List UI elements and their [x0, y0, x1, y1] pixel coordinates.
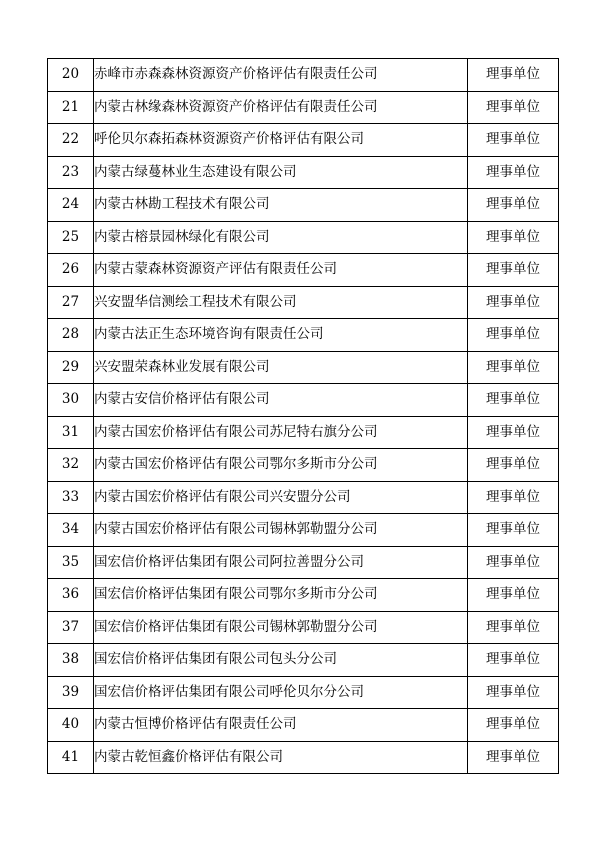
- table-row: [48, 91, 559, 124]
- company-name-cell: 内蒙古榕景园林绿化有限公司: [94, 221, 468, 254]
- table-row: [48, 351, 559, 384]
- company-name-cell: 内蒙古绿蔓林业生态建设有限公司: [94, 156, 468, 189]
- member-role-cell: 理事单位: [468, 611, 559, 644]
- row-number-cell: 23: [48, 156, 94, 189]
- member-role-cell: 理事单位: [468, 709, 559, 742]
- table-row: [48, 221, 559, 254]
- row-number-cell: 20: [48, 59, 94, 92]
- table-row: [48, 546, 559, 579]
- member-role-cell: 理事单位: [468, 221, 559, 254]
- table-row: [48, 124, 559, 157]
- row-number-cell: 40: [48, 709, 94, 742]
- table-row: [48, 514, 559, 547]
- row-number-cell: 34: [48, 514, 94, 547]
- row-number-cell: 32: [48, 449, 94, 482]
- member-role-cell: 理事单位: [468, 644, 559, 677]
- company-name-cell: 内蒙古林缘森林资源资产价格评估有限责任公司: [94, 91, 468, 124]
- company-name-cell: 国宏信价格评估集团有限公司阿拉善盟分公司: [94, 546, 468, 579]
- member-role-cell: 理事单位: [468, 286, 559, 319]
- member-table: [47, 58, 559, 774]
- row-number-cell: 31: [48, 416, 94, 449]
- row-number-cell: 26: [48, 254, 94, 287]
- member-role-cell: 理事单位: [468, 384, 559, 417]
- table-row: [48, 644, 559, 677]
- company-name-cell: 内蒙古国宏价格评估有限公司兴安盟分公司: [94, 481, 468, 514]
- company-name-cell: 呼伦贝尔森拓森林资源资产价格评估有限公司: [94, 124, 468, 157]
- company-name-cell: 赤峰市赤森森林资源资产价格评估有限责任公司: [94, 59, 468, 92]
- company-name-cell: 内蒙古恒博价格评估有限责任公司: [94, 709, 468, 742]
- company-name-cell: 内蒙古安信价格评估有限公司: [94, 384, 468, 417]
- member-role-cell: 理事单位: [468, 579, 559, 612]
- member-role-cell: 理事单位: [468, 416, 559, 449]
- row-number-cell: 39: [48, 676, 94, 709]
- company-name-cell: 国宏信价格评估集团有限公司鄂尔多斯市分公司: [94, 579, 468, 612]
- row-number-cell: 27: [48, 286, 94, 319]
- company-name-cell: 内蒙古法正生态环境咨询有限责任公司: [94, 319, 468, 352]
- table-row: [48, 611, 559, 644]
- table-row: [48, 319, 559, 352]
- company-name-cell: 国宏信价格评估集团有限公司包头分公司: [94, 644, 468, 677]
- member-role-cell: 理事单位: [468, 449, 559, 482]
- member-role-cell: 理事单位: [468, 676, 559, 709]
- row-number-cell: 41: [48, 741, 94, 774]
- company-name-cell: 内蒙古乾恒鑫价格评估有限公司: [94, 741, 468, 774]
- member-role-cell: 理事单位: [468, 351, 559, 384]
- row-number-cell: 22: [48, 124, 94, 157]
- table-row: [48, 254, 559, 287]
- row-number-cell: 37: [48, 611, 94, 644]
- company-name-cell: 内蒙古国宏价格评估有限公司苏尼特右旗分公司: [94, 416, 468, 449]
- member-role-cell: 理事单位: [468, 254, 559, 287]
- member-role-cell: 理事单位: [468, 741, 559, 774]
- member-role-cell: 理事单位: [468, 156, 559, 189]
- company-name-cell: 内蒙古国宏价格评估有限公司锡林郭勒盟分公司: [94, 514, 468, 547]
- member-table-body: [48, 59, 559, 774]
- row-number-cell: 21: [48, 91, 94, 124]
- company-name-cell: 内蒙古蒙森林资源资产评估有限责任公司: [94, 254, 468, 287]
- company-name-cell: 兴安盟荣森林业发展有限公司: [94, 351, 468, 384]
- member-role-cell: 理事单位: [468, 319, 559, 352]
- row-number-cell: 29: [48, 351, 94, 384]
- table-row: [48, 286, 559, 319]
- member-role-cell: 理事单位: [468, 189, 559, 222]
- company-name-cell: 内蒙古林勘工程技术有限公司: [94, 189, 468, 222]
- company-name-cell: 内蒙古国宏价格评估有限公司鄂尔多斯市分公司: [94, 449, 468, 482]
- member-role-cell: 理事单位: [468, 546, 559, 579]
- row-number-cell: 35: [48, 546, 94, 579]
- table-row: [48, 676, 559, 709]
- table-row: [48, 741, 559, 774]
- row-number-cell: 25: [48, 221, 94, 254]
- table-row: [48, 189, 559, 222]
- member-role-cell: 理事单位: [468, 514, 559, 547]
- row-number-cell: 28: [48, 319, 94, 352]
- table-row: [48, 709, 559, 742]
- table-row: [48, 156, 559, 189]
- row-number-cell: 33: [48, 481, 94, 514]
- table-row: [48, 481, 559, 514]
- member-role-cell: 理事单位: [468, 124, 559, 157]
- company-name-cell: 国宏信价格评估集团有限公司锡林郭勒盟分公司: [94, 611, 468, 644]
- member-role-cell: 理事单位: [468, 59, 559, 92]
- row-number-cell: 36: [48, 579, 94, 612]
- company-name-cell: 国宏信价格评估集团有限公司呼伦贝尔分公司: [94, 676, 468, 709]
- table-row: [48, 579, 559, 612]
- row-number-cell: 24: [48, 189, 94, 222]
- row-number-cell: 30: [48, 384, 94, 417]
- table-row: [48, 59, 559, 92]
- member-role-cell: 理事单位: [468, 91, 559, 124]
- table-row: [48, 416, 559, 449]
- member-role-cell: 理事单位: [468, 481, 559, 514]
- table-row: [48, 449, 559, 482]
- table-row: [48, 384, 559, 417]
- company-name-cell: 兴安盟华信测绘工程技术有限公司: [94, 286, 468, 319]
- row-number-cell: 38: [48, 644, 94, 677]
